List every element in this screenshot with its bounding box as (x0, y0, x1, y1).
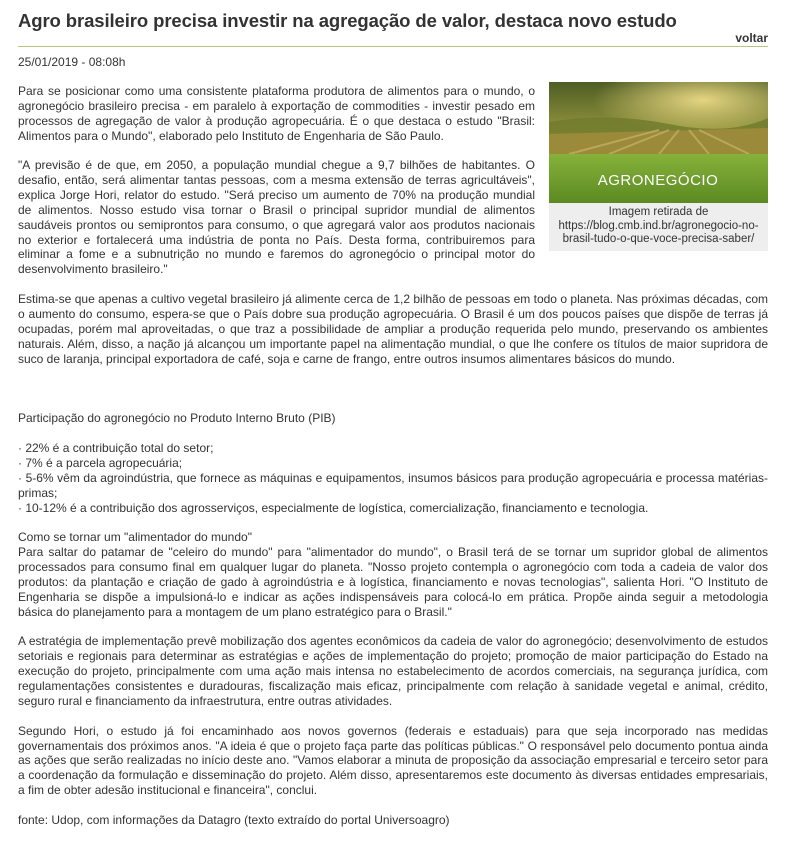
paragraph-6: Segundo Hori, o estudo já foi encaminhado aos novos governos (federais e estaduais) para que seja incorporado nas medidas governamentais dos próximos anos. "A ideia é que o projeto faça parte das políticas públicas." O responsável pelo documento pontua ainda as ações que serão realizadas no início deste ano. "Vamos elaborar a minuta de proposição da associação empresarial e terceiro setor para a coordenação da formulação e disseminação do projeto. Além disso, apresentaremos este documento às diversas entidades empresariais, a fim de obter adesão institucional e financeira", conclui. (18, 723, 768, 798)
paragraph-4: Para saltar do patamar de "celeiro do mundo" para "alimentador do mundo", o Brasil terá de se tornar um supridor global de alimentos processados para consumo final em qualquer lugar do planeta. "Nosso projeto contempla o agronegócio com toda a cadeia de valor dos produtos: da plantação e criação de gado à agroindústria e à logística, financiamento e novas tecnologias", salienta Hori. "O Instituto de Engenharia se dispõe a impulsioná-lo e indicar as ações indispensáveis para colocá-lo em prática. Propõe ainda seguir a metodologia básica do planejamento para a montagem de um plano estratégico para o Brasil." (18, 545, 768, 619)
agronegocio-photo (549, 82, 768, 203)
pib-heading: Participação do agronegócio no Produto Interno Bruto (PIB) (18, 411, 336, 426)
image-caption: Imagem retirada de https://blog.cmb.ind.br/agronegocio-no-brasil-tudo-o-que-voce-precisa-saber/ (558, 206, 759, 245)
paragraph-3: Estima-se que apenas a cultivo vegetal brasileiro já alimente cerca de 1,2 bilhão de pessoas em todo o planeta. Nas próximas décadas, com o aumento do consumo, espera-se que o País dobre sua produção agropecuária. O Brasil é um dos poucos países que dispõe de terras já ocupadas, porém mal aproveitadas, o que traz a possibilidade de ampliar a produção requerida pelo mundo, preservando os ambientes naturais. Além, disso, a nação já alcançou um importante papel na alimentação mundial, o que lhe confere os títulos de maior supridora de suco de laranja, principal exportadora de café, soja e carne de frango, entre outros insumos alimentares básicos do mundo. (18, 292, 768, 366)
pib-item: · 10-12% é a contribuição dos agrosserviços, especialmente de logística, comercialização, financiamento e tecnologia. (18, 500, 649, 515)
paragraph-2: "A previsão é de que, em 2050, a população mundial chegue a 9,7 bilhões de habitantes. O desafio, então, será alimentar tantas pessoas, com a mesma extensão de terras agricultáveis", explica Jorge Hori, relator do estudo. "Será preciso um aumento de 70% na produção mundial de alimentos. Nosso estudo visa tornar o Brasil o principal supridor mundial de alimentos saudáveis prontos ou semiprontos para consumo, o que agregará valor aos produtos nacionais no exterior e fortalecerá uma indústria de ponta no País. Desta forma, contribuiremos para eliminar a fome e a subnutrição no mundo e faremos do agronegócio o principal motor do desenvolvimento brasileiro." (18, 158, 535, 277)
section-subheading: Como se tornar um "alimentador do mundo" (18, 530, 252, 545)
paragraph-1: Para se posicionar como uma consistente plataforma produtora de alimentos para o mundo, o agronegócio brasileiro precisa - em paralelo à exportação de commodities - investir pesado em processos de agregação de valor à produção agropecuária. É o que destaca o estudo "Brasil: Alimentos para o Mundo", elaborado pelo Instituto de Engenharia de São Paulo. (18, 84, 535, 143)
banner-text: AGRONEGÓCIO (597, 172, 719, 189)
article-title: Agro brasileiro precisa investir na agregação de valor, destaca novo estudo (18, 10, 677, 31)
pib-item: · 22% é a contribuição total do setor; (18, 441, 214, 456)
article-body (18, 84, 768, 843)
paragraph-5: A estratégia de implementação prevê mobilização dos agentes econômicos da cadeia de valor do agronegócio; desenvolvimento de estudos setoriais e regionais para determinar as estratégias e ações de implementação do projeto; promoção de maior participação do Estado na execução do projeto, principalmente com uma ação mais intensa no estabelecimento de acordos comerciais, na segurança jurídica, com regulamentações consistentes e duradouras, fiscalização mais eficaz, principalmente com relação à sanidade vegetal e animal, crédito, seguro rural e financiamento da infraestrutura, entre outras atividades. (18, 634, 768, 708)
back-link[interactable]: voltar (735, 31, 768, 45)
article-figure (549, 82, 768, 251)
pib-item: · 7% é a parcela agropecuária; (18, 456, 183, 471)
title-divider (18, 46, 768, 47)
pib-item: · 5-6% vêm da agroindústria, que fornece as máquinas e equipamentos, insumos básicos para produção agropecuária e processa matérias-primas; (18, 470, 768, 500)
source-note: fonte: Udop, com informações da Datagro (texto extraído do portal Universoagro) (18, 812, 450, 827)
article-date: 25/01/2019 - 08:08h (18, 55, 126, 69)
